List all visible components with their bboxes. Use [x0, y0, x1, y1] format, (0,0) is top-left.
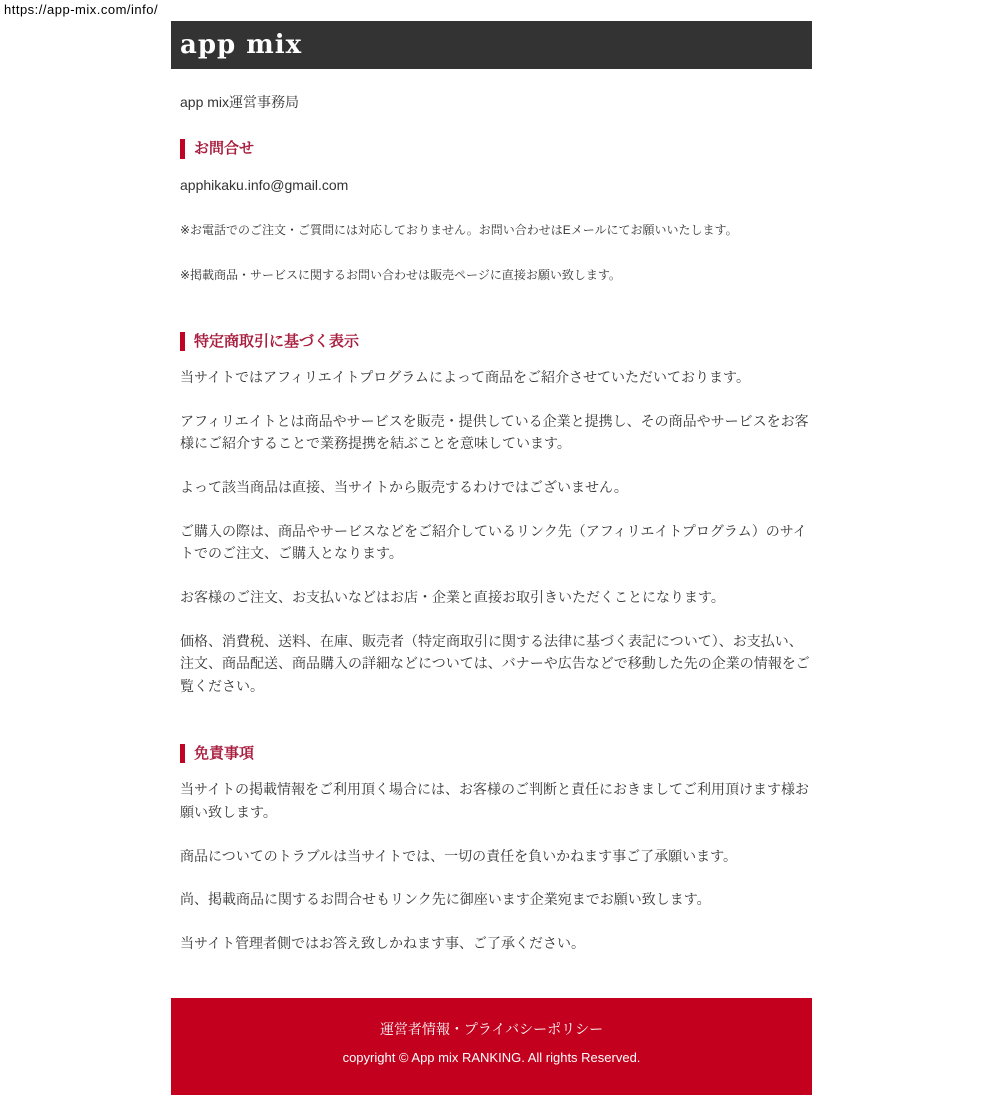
intro-text: app mix運営事務局 [180, 94, 300, 110]
page-container [171, 21, 812, 1095]
disclaimer-paragraph: 当サイトの掲載情報をご利用頂く場合には、お客様のご判断と責任におきましてご利用頂けます様お願い致します。 [180, 781, 810, 820]
trade-paragraph: アフィリエイトとは商品やサービスを販売・提供している企業と提携し、その商品やサービスをお客様にご紹介することで業務提携を結ぶことを意味しています。 [180, 412, 809, 452]
footer-privacy-policy-link[interactable]: 運営者情報・プライバシーポリシー [379, 1020, 604, 1037]
page-url: https://app-mix.com/info/ [4, 2, 159, 17]
trade-paragraph: お客様のご注文、お支払いなどはお店・企業と直接お取引きいただくことになります。 [180, 589, 725, 606]
page-content [171, 92, 812, 955]
trade-paragraph: 当サイトではアフィリエイトプログラムによって商品をご紹介させていただいております。 [180, 369, 750, 386]
section-heading-trade: 特定商取引に基づく表示 [180, 332, 810, 352]
disclaimer-paragraph: 当サイト管理者側ではお答え致しかねます事、ご了承ください。 [180, 934, 586, 951]
site-footer [171, 998, 812, 1095]
site-title: app mix [180, 30, 303, 60]
trade-paragraph: よって該当商品は直接、当サイトから販売するわけではございません。 [180, 479, 628, 496]
disclaimer-paragraph: 商品についてのトラブルは当サイトでは、一切の責任を負いかねます事ご了承願います。 [180, 847, 738, 864]
disclaimer-paragraph: 尚、掲載商品に関するお問合せもリンク先に御座います企業宛までお願い致します。 [180, 891, 711, 908]
section-heading-disclaimer: 免責事項 [180, 744, 810, 764]
trade-paragraph: ご購入の際は、商品やサービスなどをご紹介しているリンク先（アフィリエイトプログラム）のサイトでのご注文、ご購入となります。 [180, 522, 807, 562]
section-heading-contact: お問合せ [180, 139, 810, 159]
trade-paragraph: 価格、消費税、送料、在庫、販売者（特定商取引に関する法律に基づく表記について）、お支払い、注文、商品配送、商品購入の詳細などについては、バナーや広告などで移動した先の企業の情報をご覧ください。 [180, 632, 810, 695]
site-header [171, 21, 812, 69]
contact-email: apphikaku.info@gmail.com [180, 176, 349, 193]
contact-note: ※掲載商品・サービスに関するお問い合わせは販売ページに直接お願い致します。 [180, 268, 621, 283]
footer-copyright: copyright © App mix RANKING. All rights Reserved. [342, 1050, 641, 1066]
contact-note: ※お電話でのご注文・ご質問には対応しておりません。お問い合わせはEメールにてお願いいたします。 [180, 223, 738, 238]
